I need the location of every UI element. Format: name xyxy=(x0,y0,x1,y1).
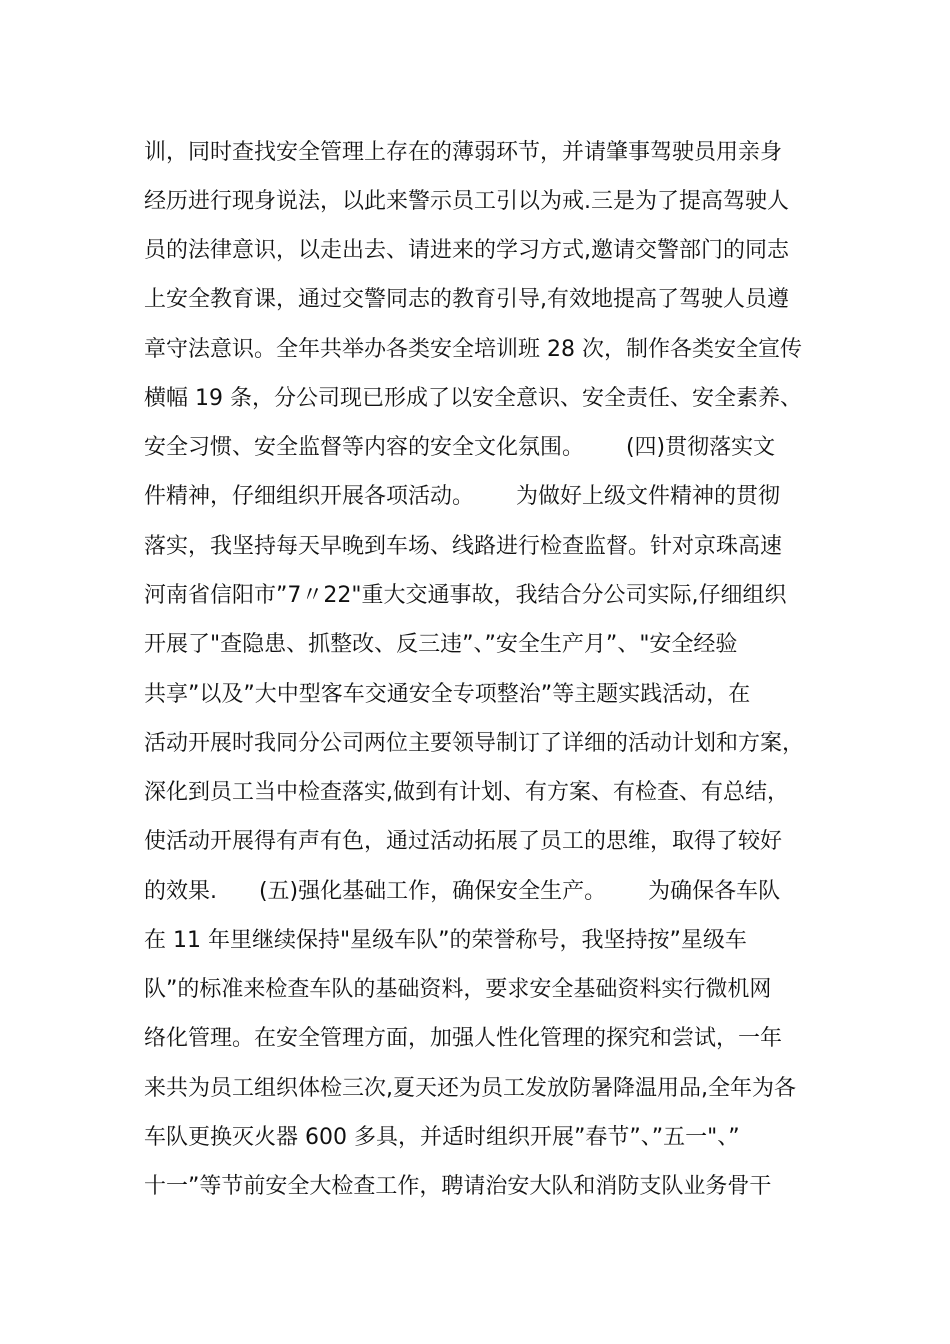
text-line: 深化到员工当中检查落实,做到有计划、有方案、有检查、有总结， xyxy=(144,780,789,805)
text-line: 在 11 年里继续保持"星级车队”的荣誉称号，我坚持按”星级车 xyxy=(144,928,747,953)
text-line: 络化管理。在安全管理方面，加强人性化管理的探究和尝试，一年 xyxy=(144,1026,783,1051)
text-line: 车队更换灭火器 600 多具，并适时组织开展”春节”、”五一"、” xyxy=(144,1125,740,1150)
text-line: 落实，我坚持每天早晚到车场、线路进行检查监督。针对京珠高速 xyxy=(144,534,783,559)
text-line: 队”的标准来检查车队的基础资料，要求安全基础资料实行微机网 xyxy=(144,977,772,1002)
text-line: 十一”等节前安全大检查工作，聘请治安大队和消防支队业务骨干 xyxy=(144,1174,772,1199)
text-line: 开展了"查隐患、抓整改、反三违”、”安全生产月”、"安全经验 xyxy=(144,632,738,657)
text-line: 使活动开展得有声有色，通过活动拓展了员工的思维，取得了较好 xyxy=(144,829,783,854)
text-line: 来共为员工组织体检三次,夏天还为员工发放防暑降温用品,全年为各 xyxy=(144,1076,796,1101)
text-line: 训，同时查找安全管理上存在的薄弱环节，并请肇事驾驶员用亲身 xyxy=(144,140,783,165)
text-line: 员的法律意识，以走出去、请进来的学习方式,邀请交警部门的同志 xyxy=(144,238,789,263)
text-line: 的效果. (五)强化基础工作，确保安全生产。 为确保各车队 xyxy=(144,879,781,904)
text-line: 经历进行现身说法，以此来警示员工引以为戒.三是为了提高驾驶人 xyxy=(144,189,789,214)
text-line: 共享”以及”大中型客车交通安全专项整治”等主题实践活动，在 xyxy=(144,682,751,707)
text-line: 活动开展时我同分公司两位主要领导制订了详细的活动计划和方案， xyxy=(144,731,805,756)
text-line: 章守法意识。全年共举办各类安全培训班 28 次，制作各类安全宣传 xyxy=(144,337,802,362)
text-line: 件精神，仔细组织开展各项活动。 为做好上级文件精神的贯彻 xyxy=(144,484,780,509)
text-line: 河南省信阳市”7〃22"重大交通事故，我结合分公司实际,仔细组织 xyxy=(144,583,787,608)
text-line: 安全习惯、安全监督等内容的安全文化氛围。 (四)贯彻落实文 xyxy=(144,435,776,460)
text-line: 横幅 19 条，分公司现已形成了以安全意识、安全责任、安全素养、 xyxy=(144,386,802,411)
text-line: 上安全教育课，通过交警同志的教育引导,有效地提高了驾驶人员遵 xyxy=(144,287,789,312)
